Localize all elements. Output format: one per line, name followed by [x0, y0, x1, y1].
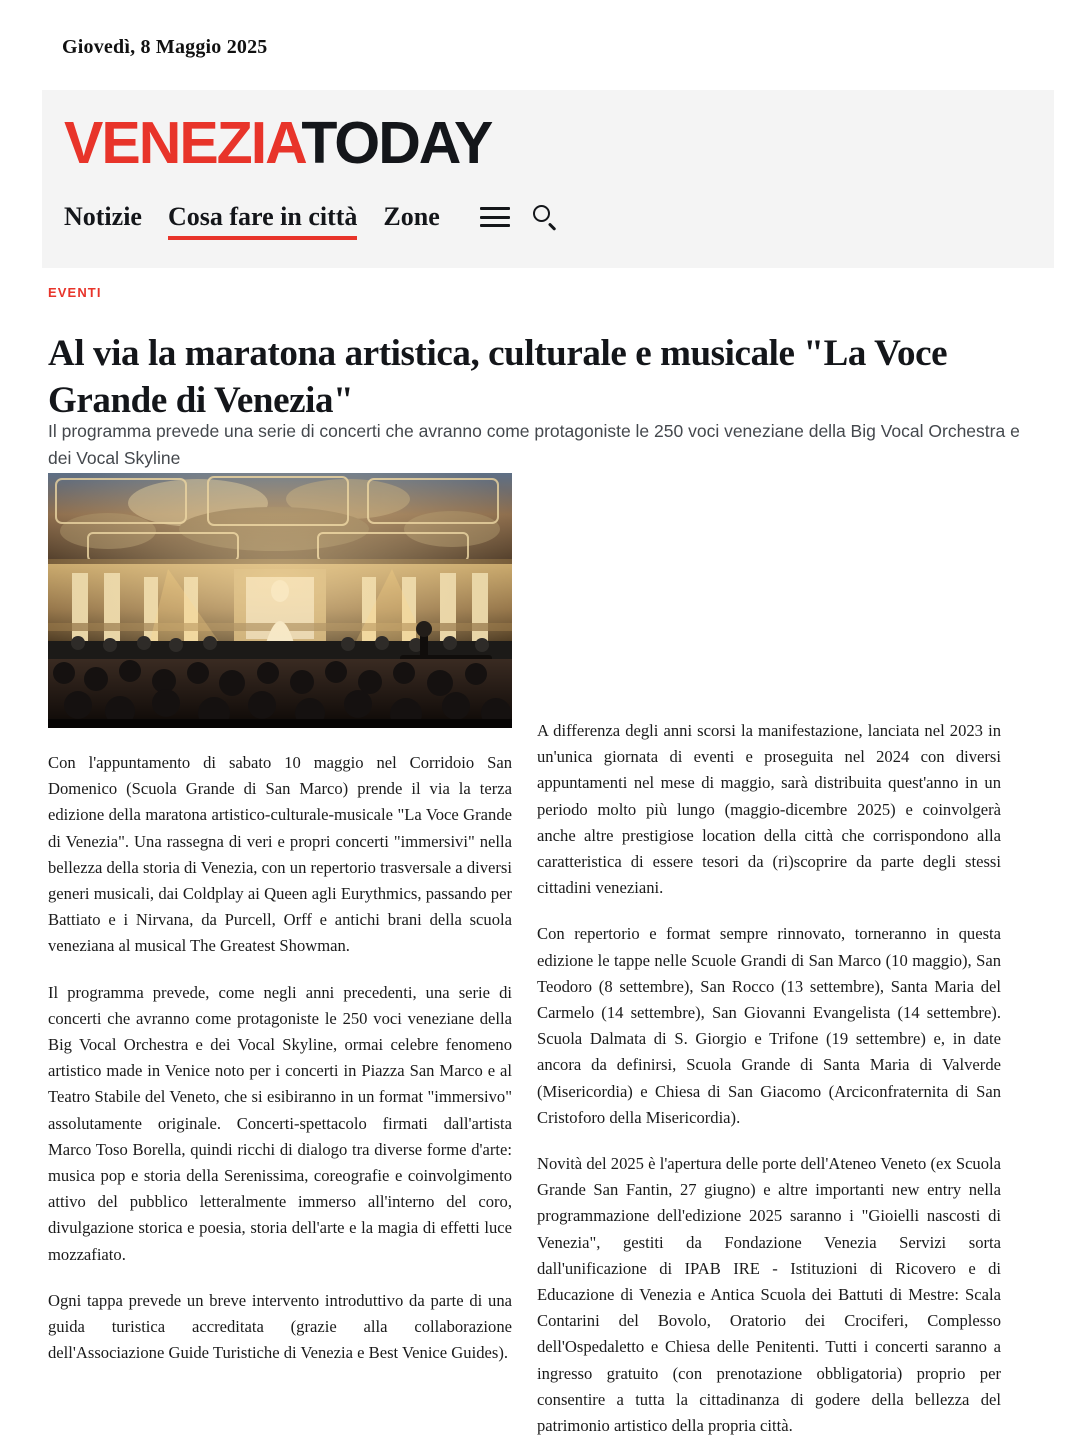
paragraph: A differenza degli anni scorsi la manifestazione, lanciata nel 2023 in un'unica giornata di eventi e proseguita nel 2024 con diversi appuntamenti nel mese di maggio, sarà distribuita quest'anno in un periodo molto più lungo (maggio-dicembre 2025) e coinvolgerà anche altre prestigiose location della città che corrispondono alla caratteristica di essere tesori da (ri)scoprire da parte degli stessi cittadini veneziani. — [537, 721, 1001, 898]
search-icon[interactable] — [532, 204, 558, 230]
nav-item-notizie[interactable]: Notizie — [64, 202, 142, 231]
paragraph: Con repertorio e format sempre rinnovato, torneranno in questa edizione le tappe nelle Scuole Grandi di San Marco (10 maggio), San Teodoro (8 settembre), San Rocco (13 settembre), Santa Maria del Carmelo (14 settembre), San Giovanni Evangelista (14 settembre). Scuola Dalmata di S. Giorgio e Trifone (19 settembre) e, in date ancora da definirsi, Scuola Grande di Santa Maria di Valverde (Misericordia) e Chiesa di San Giacomo (Arciconfraternita di San Cristoforo della Misericordia). — [537, 924, 1001, 1127]
nav-item-cosa-fare-in-citta[interactable]: Cosa fare in città — [168, 202, 357, 240]
site-logo[interactable] — [64, 110, 492, 176]
paragraph: Con l'appuntamento di sabato 10 maggio nel Corridoio San Domenico (Scuola Grande di San Marco) prende il via la terza edizione della maratona artistico-culturale-musicale "La Voce Grande di Venezia". Una rassegna di veri e propri concerti "immersivi" nella bellezza della storia di Venezia, con un repertorio trasversale a diversi generi musicali, dai Coldplay ai Queen agli Eurythmics, passando per Battiato e i Nirvana, da Purcell, Orff e antichi brani della scuola veneziana al musical The Greatest Showman. — [48, 753, 512, 956]
nav-icon-group — [480, 204, 558, 238]
date-line: Giovedì, 8 Maggio 2025 — [62, 36, 268, 58]
paragraph: Il programma prevede, come negli anni precedenti, una serie di concerti che avranno come protagoniste le 250 voci veneziane della Big Vocal Orchestra e dei Vocal Skyline, ormai celebre fenomeno artistico made in Venice noto per i concerti in Piazza San Marco e al Teatro Stabile del Veneto, che si esibiranno in un format "immersivo" assolutamente originale. Concerti-spettacolo firmati dall'artista Marco Toso Borella, quindi ricchi di dialogo tra diverse forme d'arte: musica pop e storia della Serenissima, coreografie e coinvolgimento attivo del pubblico letteralmente immerso all'interno del coro, divulgazione storica e poesia, storia dell'arte e la magia di effetti luce mozzafiato. — [48, 982, 512, 1264]
page-title: Al via la maratona artistica, culturale e musicale "La Voce Grande di Venezia" — [48, 332, 948, 422]
main-navigation — [64, 202, 558, 240]
logo-text-secondary: TODAY — [301, 110, 492, 176]
logo-text-primary: VENEZIA — [64, 110, 302, 176]
nav-item-zone[interactable]: Zone — [383, 202, 440, 231]
article-kicker[interactable]: EVENTI — [48, 285, 102, 300]
menu-icon[interactable] — [480, 207, 510, 227]
site-masthead — [42, 90, 1054, 268]
article-body-right-column — [537, 718, 1001, 1439]
article-standfirst: Il programma prevede una serie di concerti che avranno come protagoniste le 250 voci veneziane della Big Vocal Orchestra e dei Vocal Skyline — [48, 421, 1020, 468]
article-hero-image — [48, 473, 512, 728]
paragraph: Novità del 2025 è l'apertura delle porte dell'Ateneo Veneto (ex Scuola Grande San Fantin, 27 giugno) e altre importanti new entry nella programmazione dell'edizione 2025 saranno i "Gioielli nascosti di Venezia", gestiti da Fondazione Venezia Servizi sorta dall'unificazione di IPAB IRE - Istituzioni di Ricovero e di Educazione di Venezia e Antica Scuola dei Battuti di Mestre: Scala Contarini del Bovolo, Oratorio dei Crociferi, Complesso dell'Ospedaletto e Chiesa delle Penitenti. Tutti i concerti saranno a ingresso gratuito (con prenotazione obbligatoria) proprio per consentire a tutta la cittadinanza di godere della bellezza del patrimonio artistico della propria città. — [537, 1154, 1001, 1436]
paragraph: Ogni tappa prevede un breve intervento introduttivo da parte di una guida turistica accreditata (grazie alla collaborazione dell'Associazione Guide Turistiche di Venezia e Best Venice Guides). — [48, 1290, 512, 1363]
article-body-left-column — [48, 750, 512, 1366]
